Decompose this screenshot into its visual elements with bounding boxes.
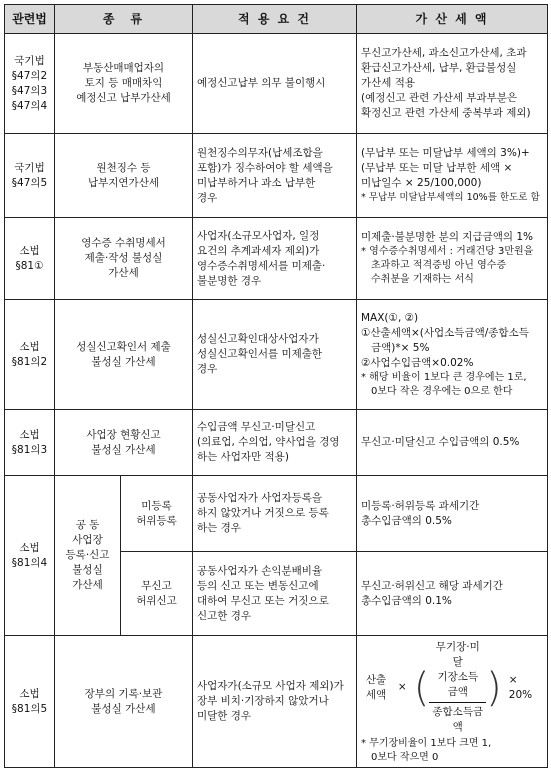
requirement-cell: 공동사업자가 사업자등록을 하지 않았거나 거짓으로 등록 하는 경우 [193,476,357,552]
requirement-cell: 공동사업자가 손익분배비율 등의 신고 또는 변동신고에 대하여 무신고 또는 거짓으로 신고한 경우 [193,552,357,636]
table-row [5,476,548,552]
table-row [5,410,548,476]
header-row [5,5,548,34]
requirement-cell: 원천징수의무자(납세조합을 포함)가 징수하여야 할 세액을 미납부하거나 과소 납부한 경우 [193,134,357,218]
formula-rate: × 20% [508,673,533,701]
table-row [5,34,548,134]
type-cell: 사업장 현황신고 불성실 가산세 [55,410,193,476]
penalty-formula [361,638,543,737]
subtype-cell: 미등록 허위등록 [121,476,193,552]
header-requirement: 적 용 요 건 [193,5,357,34]
law-cell: 소법 §81의3 [5,410,55,476]
penalty-note: * 무기장비율이 1보다 크면 1, [361,738,492,749]
table-row [5,134,548,218]
table-row [5,300,548,410]
penalty-cell: 무신고·허위신고 해당 과세기간 총수입금액의 0.1% [357,552,548,636]
formula-fraction-box [414,640,502,735]
formula-tax-amount: 산출 세액 [365,673,387,701]
penalty-note: 0보다 작은 경우에는 0으로 한다 [371,385,513,397]
table-row [5,218,548,300]
type-cell: 성실신고확인서 제출 불성실 가산세 [55,300,193,410]
requirement-cell: 수입금액 무신고·미달신고 (의료업, 수의업, 약사업을 경영 하는 사업자만 적용) [193,410,357,476]
formula-denominator: 종합소득금액 [432,706,484,733]
penalty-cell: 무신고가산세, 과소신고가산세, 초과 환급신고가산세, 납부, 환급불성실 가산세 적용 (예정신고 관련 가산세 부과부분은 확정신고 관련 가산세 중복부과 제외) [357,34,548,134]
header-type: 종 류 [55,5,193,34]
subtype-cell: 무신고 허위신고 [121,552,193,636]
law-cell: 소법 §81의4 [5,476,55,636]
type-cell: 부동산매매업자의 토지 등 매매차익 예정신고 납부가산세 [55,34,193,134]
law-cell: 소법 §81의5 [5,636,55,768]
penalty-note: 수취분을 기재하는 서식 [371,274,474,285]
penalty-note: 초과하고 적격증빙 아닌 영수증 [371,260,507,271]
law-cell: 국기법 §47의5 [5,134,55,218]
header-penalty: 가 산 세 액 [357,5,548,34]
penalty-cell: 미등록·허위등록 과세기간 총수입금액의 0.5% [357,476,548,552]
penalty-cell: (무납부 또는 미달납부 세액의 3%)+ (무납부 또는 미달 납부한 세액 × 미납일수 × 25/100,000) * 무납부 미달납부세액의 10%를 한도로 함 [357,134,548,218]
law-cell: 소법 §81① [5,218,55,300]
formula-fraction [429,640,486,735]
requirement-cell: 예정신고납부 의무 불이행시 [193,34,357,134]
penalty-cell [357,636,548,768]
law-cell: 국기법 §47의2 §47의3 §47의4 [5,34,55,134]
requirement-cell: 성실신고확인대상사업자가 성실신고확인서를 미제출한 경우 [193,300,357,410]
penalty-cell: MAX(①, ②) ①산출세액×(사업소득금액/종합소득 금액)*× 5% ②사업수입금액×0.02% * 해당 비율이 1보다 큰 경우에는 1로, 0보다 작은 경우에는 0으로 한다 [357,300,548,410]
table-row [5,636,548,768]
tax-penalty-table [4,4,548,768]
right-paren-icon: ) [486,664,502,711]
type-cell: 원천징수 등 납부지연가산세 [55,134,193,218]
requirement-cell: 사업자(소규모사업자, 일정 요건의 추계과세자 제외)가 영수증수취명세서를 미제출· 불분명한 경우 [193,218,357,300]
type-cell: 장부의 기록·보관 불성실 가산세 [55,636,193,768]
type-cell: 공 동 사업장 등록·신고 불성실 가산세 [55,476,121,636]
header-law: 관련법 [5,5,55,34]
penalty-note: * 무납부 미달납부세액의 10%를 한도로 함 [361,192,540,203]
tax-penalty-table-wrapper [4,4,547,768]
penalty-cell: 미제출·불분명한 분의 지급금액의 1% * 영수증수취명세서 : 거래건당 3만원을 초과하고 적격증빙 아닌 영수증 수취분을 기재하는 서식 [357,218,548,300]
law-cell: 소법 §81의2 [5,300,55,410]
formula-times: × [397,681,407,693]
penalty-cell: 무신고·미달신고 수입금액의 0.5% [357,410,548,476]
left-paren-icon: ( [413,664,430,711]
formula-numerator: 무기장·미달 기장소득금액 [429,640,486,703]
penalty-note: * 영수증수취명세서 : 거래건당 3만원을 [361,246,534,257]
type-cell: 영수증 수취명세서 제출·작성 불성실 가산세 [55,218,193,300]
requirement-cell: 사업자가(소규모 사업자 제외)가 장부 비치·기장하지 않았거나 미달한 경우 [193,636,357,768]
penalty-note: 0보다 작으면 0 [371,752,439,763]
penalty-note: * 해당 비율이 1보다 큰 경우에는 1로, [361,371,527,383]
